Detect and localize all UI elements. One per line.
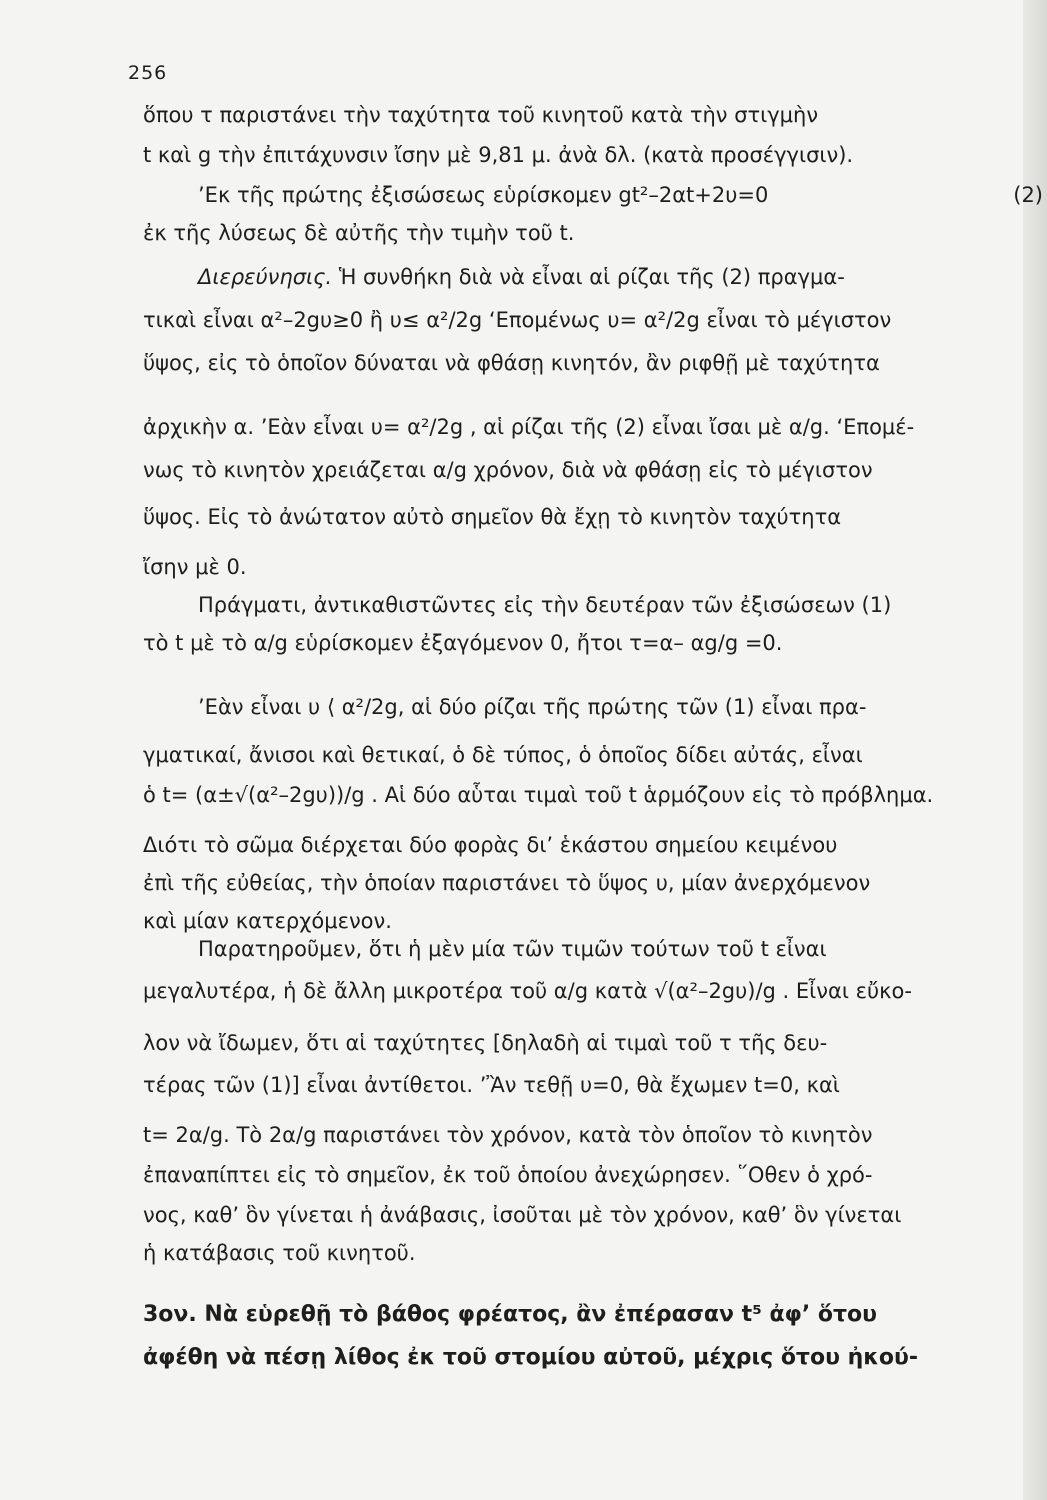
text-line: ὕψος. Εἰς τὸ ἀνώτατον αὐτὸ σημεῖον θὰ ἔχῃ τὸ κινητὸν ταχύτητα — [143, 505, 842, 529]
text-line: t= 2α/g. Τὸ 2α/g παριστάνει τὸν χρόνον, κατὰ τὸν ὁποῖον τὸ κινητὸν — [143, 1123, 873, 1147]
text-line: γματικαί, ἄνισοι καὶ θετικαί, ὁ δὲ τύπος, ὁ ὁποῖος δίδει αὐτάς, εἶναι — [143, 743, 863, 767]
text-line: ἡ κατάβασις τοῦ κινητοῦ. — [143, 1241, 416, 1265]
text-line: νος, καθ’ ὃν γίνεται ἡ ἀνάβασις, ἰσοῦται μὲ τὸν χρόνον, καθ’ ὃν γίνεται — [143, 1203, 902, 1227]
text-line: ὁ t= (α±√(α²–2gυ))/g . Αἱ δύο αὗται τιμαὶ τοῦ t ἁρμόζουν εἰς τὸ πρόβλημα. — [143, 783, 934, 807]
problem-heading: 3ον. Νὰ εὑρεθῇ τὸ βάθος φρέατος, ἂν ἐπέρασαν t⁵ ἀφ’ ὅτου — [143, 1302, 877, 1327]
text-line: μεγαλυτέρα, ἡ δὲ ἄλλη μικροτέρα τοῦ α/g κατὰ √(α²–2gυ)/g . Εἶναι εὔκο- — [143, 979, 912, 1003]
text-span: Ἡ συνθήκη διὰ νὰ εἶναι αἱ ρίζαι τῆς (2) πραγμα- — [338, 265, 845, 289]
text-line: ἴσην μὲ 0. — [143, 555, 247, 579]
text-line: ’Εὰν εἶναι υ ⟨ α²/2g, αἱ δύο ρίζαι τῆς πρώτης τῶν (1) εἶναι πρα- — [198, 695, 867, 719]
section-heading: Διερεύνησις. — [198, 265, 333, 289]
text-line — [143, 262, 1043, 292]
text-line: t καὶ g τὴν ἐπιτάχυνσιν ἴσην μὲ 9,81 μ. ἀνὰ δλ. (κατὰ προσέγγισιν). — [143, 143, 854, 167]
text-line: ὅπου τ παριστάνει τὴν ταχύτητα τοῦ κινητοῦ κατὰ τὴν στιγμὴν — [143, 103, 819, 127]
text-line: Παρατηροῦμεν, ὅτι ἡ μὲν μία τῶν τιμῶν τούτων τοῦ t εἶναι — [198, 937, 827, 961]
text-line: νως τὸ κινητὸν χρειάζεται α/g χρόνον, διὰ νὰ φθάσῃ εἰς τὸ μέγιστον — [143, 458, 873, 482]
text-line: τικαὶ εἶναι α²–2gυ≥0 ἢ υ≤ α²/2g ‘Επομένως υ= α²/2g εἶναι τὸ μέγιστον — [143, 308, 892, 332]
equation-label: (2) — [1013, 183, 1043, 207]
page-gutter-shadow — [1023, 0, 1047, 1500]
text-line: λον νὰ ἴδωμεν, ὅτι αἱ ταχύτητες [δηλαδὴ αἱ τιμαὶ τοῦ τ τῆς δευ- — [143, 1031, 828, 1055]
text-line: καὶ μίαν κατερχόμενον. — [143, 909, 392, 933]
text-line: τὸ t μὲ τὸ α/g εὑρίσκομεν ἐξαγόμενον 0, ἤτοι τ=α– αg/g =0. — [143, 631, 783, 655]
text-line: τέρας τῶν (1)] εἶναι ἀντίθετοι. ’Ἂν τεθῇ υ=0, θὰ ἔχωμεν t=0, καὶ — [143, 1073, 840, 1097]
text-line: ἀρχικὴν α. ’Εὰν εἶναι υ= α²/2g , αἱ ρίζαι τῆς (2) εἶναι ἴσαι μὲ α/g. ‘Επομέ- — [143, 415, 915, 439]
page-number: 256 — [128, 62, 168, 84]
text-line: ὕψος, εἰς τὸ ὁποῖον δύναται νὰ φθάσῃ κινητόν, ἂν ριφθῇ μὲ ταχύτητα — [143, 351, 880, 375]
text-line: Διότι τὸ σῶμα διέρχεται δύο φορὰς δι’ ἑκάστου σημείου κειμένου — [143, 833, 838, 857]
text-line: ἐκ τῆς λύσεως δὲ αὐτῆς τὴν τιμὴν τοῦ t. — [143, 221, 575, 245]
text-line — [143, 180, 1043, 210]
text-line: ἐπαναπίπτει εἰς τὸ σημεῖον, ἐκ τοῦ ὁποίου ἀνεχώρησεν. ῞Οθεν ὁ χρό- — [143, 1163, 873, 1187]
problem-heading-continued: ἀφέθη νὰ πέσῃ λίθος ἐκ τοῦ στομίου αὐτοῦ, μέχρις ὅτου ἠκού- — [143, 1345, 918, 1370]
text-line: ἐπὶ τῆς εὐθείας, τὴν ὁποίαν παριστάνει τὸ ὕψος υ, μίαν ἀνερχόμενον — [143, 871, 871, 895]
text-line: Πράγματι, ἀντικαθιστῶντες εἰς τὴν δευτέραν τῶν ἐξισώσεων (1) — [198, 593, 892, 617]
equation-text: ’Εκ τῆς πρώτης ἐξισώσεως εὑρίσκομεν gt²–2αt+2υ=0 — [198, 183, 769, 207]
